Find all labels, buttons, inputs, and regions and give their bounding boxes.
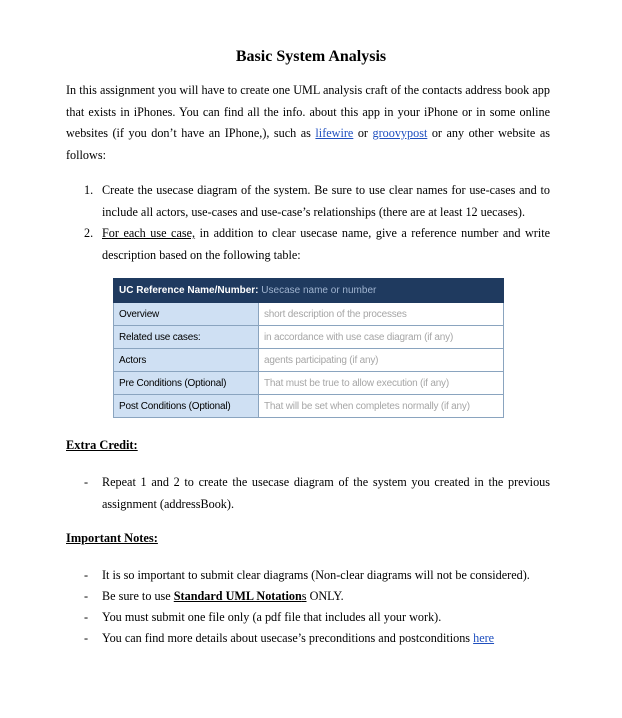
dash-bullet: - [84, 631, 89, 645]
row-label: Pre Conditions (Optional) [114, 372, 259, 395]
dash-bullet: - [84, 610, 89, 624]
table-row [114, 349, 504, 372]
dash-bullet: - [84, 475, 89, 489]
important-notes-heading: Important Notes: [66, 531, 158, 545]
lifewire-link[interactable]: lifewire [315, 126, 354, 140]
usecase-template-table [113, 278, 504, 418]
row-label: Overview [114, 303, 259, 326]
dash-bullet: - [84, 589, 89, 603]
table-row [114, 303, 504, 326]
table-row [114, 326, 504, 349]
row-label: Actors [114, 349, 259, 372]
step-number: 1. [84, 183, 94, 197]
table-row [114, 395, 504, 418]
intro-text: In this assignment you will have to create one UML analysis craft of the contacts address book app that exists in iPhones. You can find all the info. about this app in your iPhone or in some online websites (if you don’t have an IPhone,), such as [66, 83, 550, 140]
uc-reference-label: UC Reference Name/Number: [119, 285, 259, 296]
table-row [114, 372, 504, 395]
step-text [102, 223, 550, 266]
note-text [102, 628, 550, 650]
row-value: That will be set when completes normally (if any) [259, 395, 504, 418]
extra-credit-heading: Extra Credit: [66, 438, 138, 452]
table-header-cell [114, 279, 504, 303]
page-title: Basic System Analysis [235, 48, 387, 65]
note-text-before: You can find more details about usecase’s preconditions and postconditions [102, 631, 474, 645]
step-text: Create the usecase diagram of the system. Be sure to use clear names for use-cases and to include all actors, use-cases and use-case’s relationships (there are at least 12 uecases). [102, 183, 550, 219]
dash-bullet: - [84, 568, 89, 582]
uml-notation-suffix: s [301, 589, 307, 603]
uc-reference-placeholder: Usecase name or number [261, 285, 377, 296]
step-number: 2. [84, 226, 94, 240]
step-text-rest: in addition to clear usecase name, give a reference number and write description based on the following table: [102, 226, 550, 262]
row-value: in accordance with use case diagram (if any) [259, 326, 504, 349]
extra-credit-text: Repeat 1 and 2 to create the usecase diagram of the system you created in the previous assignment (addressBook). [102, 475, 550, 511]
row-label: Post Conditions (Optional) [114, 395, 259, 418]
note-text: You must submit one file only (a pdf file that includes all your work). [102, 610, 442, 624]
intro-text-between: or [353, 126, 373, 140]
here-link[interactable]: here [473, 631, 495, 645]
row-value: That must be true to allow execution (if any) [259, 372, 504, 395]
intro-paragraph [66, 80, 550, 166]
note-text-after: ONLY. [306, 589, 344, 603]
table-header-row [114, 279, 504, 303]
intro-text-after: or any other website as follows: [66, 126, 550, 162]
note-text: It is so important to submit clear diagrams (Non-clear diagrams will not be considered). [102, 568, 530, 582]
row-label: Related use cases: [114, 326, 259, 349]
step-underlined-text: For each use case, [102, 226, 196, 240]
row-value: short description of the processes [259, 303, 504, 326]
note-text [102, 586, 550, 608]
row-value: agents participating (if any) [259, 349, 504, 372]
groovypost-link[interactable]: groovypost [372, 126, 428, 140]
note-text-before: Be sure to use [102, 589, 174, 603]
uml-notation-emphasis: Standard UML Notation [173, 589, 302, 603]
